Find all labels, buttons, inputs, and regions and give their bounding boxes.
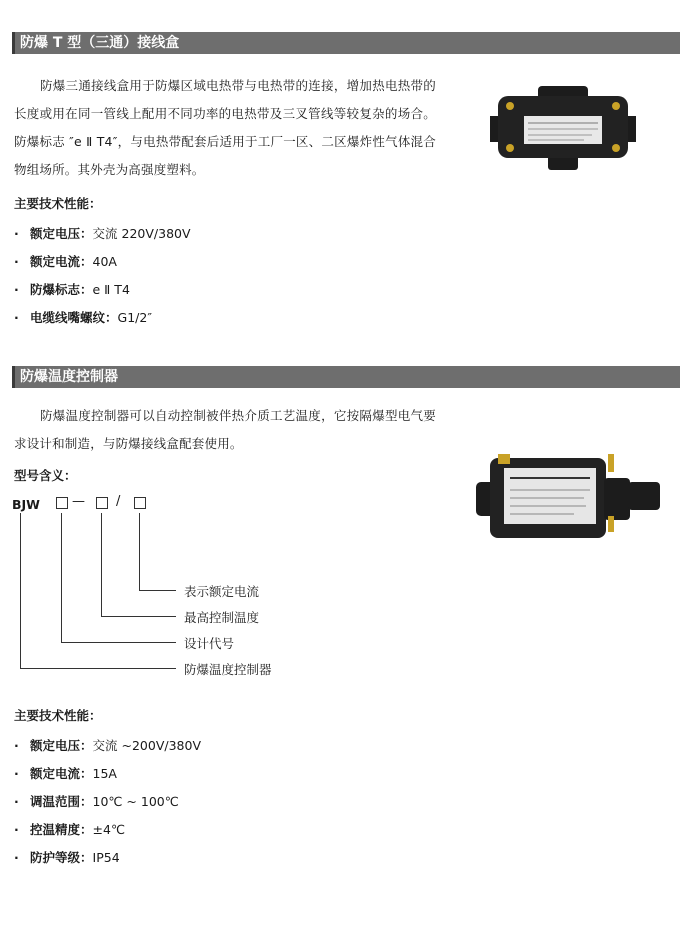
model-box-rated-current [134,497,146,509]
section-title-temperature-controller: 防爆温度控制器 [12,366,680,388]
spec-value: 交流 ~200V/380V [92,738,201,753]
temperature-controller-photo [474,452,664,544]
connector-line [20,668,176,669]
spec-item [14,764,117,782]
spec-label: 额定电压： [30,226,93,241]
bullet: · [14,850,19,865]
bullet: · [14,254,19,269]
connector-line [61,513,62,643]
connector-line [61,642,176,643]
spec-label: 电缆线嘴螺纹： [30,310,118,325]
connector-line [101,616,176,617]
spec-item [14,308,152,326]
model-meaning-heading: 型号含义： [14,468,77,483]
bullet: · [14,794,19,809]
spec-item [14,792,179,810]
section-title-junction-box: 防爆 T 型（三通）接线盒 [12,32,680,54]
spec-value: ±4℃ [92,822,125,837]
temperature-controller-description: 防爆温度控制器可以自动控制被伴热介质工艺温度，它按隔爆型电气要求设计和制造，与防爆接线盒配套使用。 [14,408,436,451]
model-slash: / [116,494,121,509]
bullet: · [14,738,19,753]
temperature-controller-specs-heading: 主要技术性能： [14,708,102,723]
spec-value: e Ⅱ T4 [92,282,130,297]
spec-item [14,736,201,754]
legend-max-temp: 最高控制温度 [184,610,260,625]
legend-controller: 防爆温度控制器 [184,662,272,677]
spec-item [14,820,125,838]
spec-label: 防爆标志： [30,282,93,297]
junction-box-photo [488,82,638,174]
model-box-max-temp [96,497,108,509]
spec-label: 额定电流： [30,254,93,269]
spec-label: 调温范围： [30,794,93,809]
connector-line [101,513,102,617]
legend-rated-current: 表示额定电流 [184,584,260,599]
spec-value: G1/2″ [117,310,152,325]
bullet: · [14,822,19,837]
spec-value: 40A [92,254,117,269]
legend-design-code: 设计代号 [184,636,235,651]
junction-box-description: 防爆三通接线盒用于防爆区域电热带与电热带的连接，增加热电热带的长度或用在同一管线上配用不同功率的电热带及三叉管线等较复杂的场合。防爆标志 ″e Ⅱ T4″，与电热带配套后适用于工厂一区、二区爆炸性气体混合物组场所。其外壳为高强度塑料。 [14,78,436,177]
spec-item [14,848,120,866]
bullet: · [14,282,19,297]
spec-item [14,280,130,298]
model-box-design-code [56,497,68,509]
spec-label: 防护等级： [30,850,93,865]
spec-value: 15A [92,766,117,781]
spec-value: 10℃ ~ 100℃ [92,794,179,809]
spec-label: 额定电流： [30,766,93,781]
model-dash: — [72,494,85,509]
spec-label: 额定电压： [30,738,93,753]
spec-value: 交流 220V/380V [92,226,191,241]
spec-item [14,224,191,242]
spec-label: 控温精度： [30,822,93,837]
connector-line [139,590,176,591]
junction-box-specs-heading: 主要技术性能： [14,196,102,211]
bullet: · [14,310,19,325]
model-code: BJW [12,497,40,512]
connector-line [139,513,140,591]
spec-value: IP54 [92,850,120,865]
bullet: · [14,226,19,241]
connector-line [20,513,21,669]
spec-item [14,252,117,270]
bullet: · [14,766,19,781]
